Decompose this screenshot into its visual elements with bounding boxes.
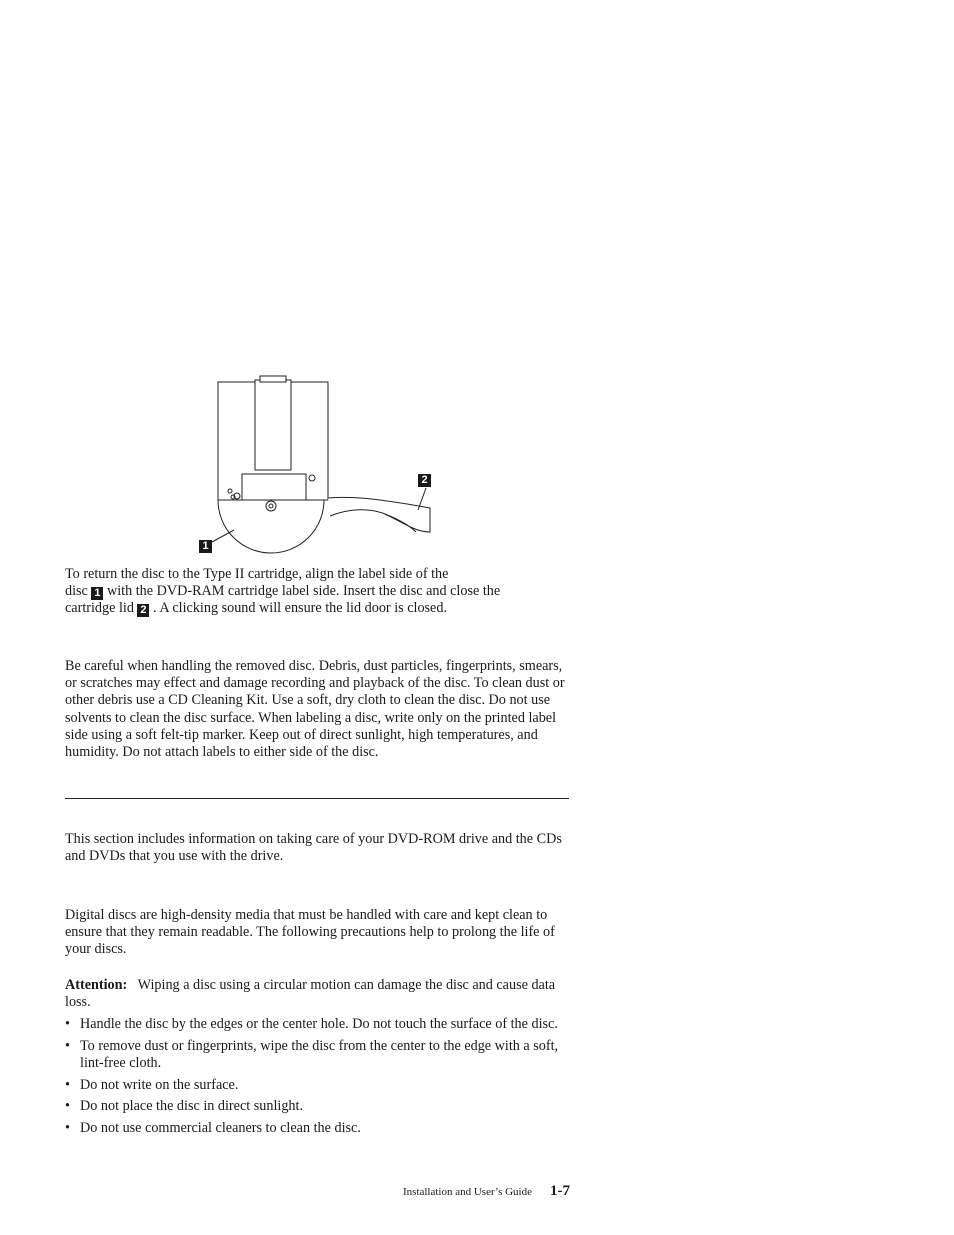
attention-label: Attention: — [65, 977, 128, 993]
attention-note — [65, 977, 571, 1011]
list-item-text: Do not write on the surface. — [80, 1076, 239, 1093]
return-disc-line2a: disc — [65, 583, 88, 600]
return-disc-line3b: . A clicking sound will ensure the lid door is closed. — [153, 600, 447, 617]
bullet: • — [65, 1016, 70, 1032]
section-divider — [65, 798, 569, 799]
figure-callout-2: 2 — [418, 474, 431, 487]
return-disc-line3a: cartridge lid — [65, 600, 134, 617]
cartridge-illustration — [190, 370, 450, 570]
bullet: • — [65, 1098, 70, 1115]
list-item — [65, 1120, 571, 1137]
return-disc-paragraph — [65, 566, 571, 618]
list-item — [65, 1016, 571, 1033]
list-item-text: To remove dust or fingerprints, wipe the disc from the center to the edge with a soft, lint-free cloth. — [80, 1037, 559, 1071]
inline-callout-2: 2 — [137, 604, 149, 617]
footer-title: Installation and User’s Guide — [402, 1186, 532, 1198]
bullet: • — [65, 1120, 70, 1137]
care-intro-paragraph: This section includes information on taking care of your DVD-ROM drive and the CDs and DVDs that you use with the drive. — [65, 831, 562, 865]
list-item — [65, 1098, 571, 1115]
return-disc-line2b: with the DVD-RAM cartridge label side. Insert the disc and close the — [106, 583, 501, 600]
list-item-text: Do not use commercial cleaners to clean the disc. — [80, 1120, 361, 1137]
precautions-list — [65, 1016, 571, 1142]
bullet: • — [65, 1076, 70, 1093]
list-item — [65, 1077, 571, 1094]
disc-hub — [266, 501, 276, 511]
attention-text: Wiping a disc using a circular motion can damage the disc and cause data loss. — [65, 977, 556, 1011]
inline-callout-1: 1 — [91, 587, 103, 600]
list-item — [65, 1038, 571, 1072]
bullet: • — [65, 1037, 70, 1054]
return-disc-line1: To return the disc to the Type II cartridge, align the label side of the — [65, 566, 449, 582]
cartridge-figure — [190, 370, 450, 575]
page-number: 1-7 — [550, 1183, 570, 1199]
page-footer — [403, 1182, 570, 1200]
digital-discs-paragraph: Digital discs are high-density media that must be handled with care and kept clean to ensure that they remain readable. The following precautions help to prolong the life of your discs. — [65, 907, 555, 958]
figure-callout-1: 1 — [199, 540, 212, 553]
list-item-text: Handle the disc by the edges or the center hole. Do not touch the surface of the disc. — [80, 1016, 558, 1032]
list-item-text: Do not place the disc in direct sunlight. — [80, 1098, 304, 1115]
handling-paragraph: Be careful when handling the removed disc. Debris, dust particles, fingerprints, smears, or scratches may effect and damage recording and playback of the disc. To clean dust or other debris use a CD Cleaning Kit. Use a soft, dry cloth to clean the disc. Do not use solvents to clean the disc surface. When labeling a disc, write only on the printed label side using a soft felt-tip marker. Keep out of direct sunlight, high temperatures, and humidity. Do not attach labels to either side of the disc. — [65, 658, 565, 761]
